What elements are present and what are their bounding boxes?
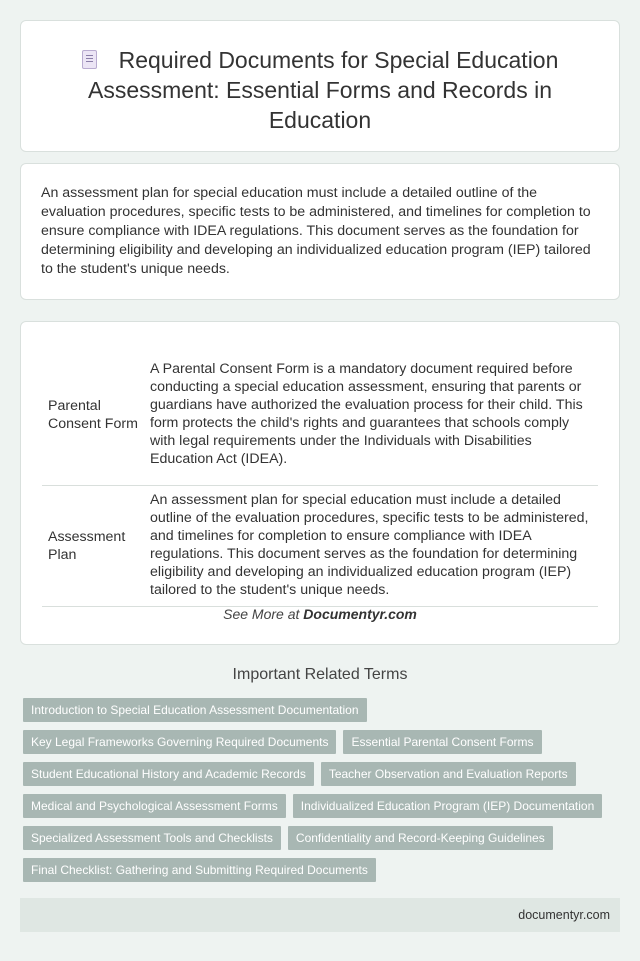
table-row [42, 346, 598, 485]
related-term-tag[interactable]: Essential Parental Consent Forms [343, 730, 541, 754]
tag-row [23, 858, 623, 882]
footer-site-link[interactable]: documentyr.com [518, 908, 610, 922]
title-card [20, 20, 620, 152]
related-term-tag[interactable]: Confidentiality and Record-Keeping Guidelines [288, 826, 553, 850]
related-terms-heading: Important Related Terms [232, 666, 408, 683]
related-term-tag[interactable]: Specialized Assessment Tools and Checklists [23, 826, 281, 850]
related-term-tag[interactable]: Introduction to Special Education Assessment Documentation [23, 698, 367, 722]
definitions-card [20, 321, 620, 645]
footer [20, 898, 620, 932]
term-cell: Parental Consent Form [42, 346, 144, 485]
tag-row [23, 762, 623, 786]
tag-row [23, 826, 623, 850]
related-term-tag[interactable]: Medical and Psychological Assessment Forms [23, 794, 286, 818]
see-more-site: Documentyr.com [303, 606, 417, 622]
page-title-text: Required Documents for Special Education Assessment: Essential Forms and Records in Education [87, 47, 559, 133]
tag-row [23, 730, 623, 754]
definition-cell: A Parental Consent Form is a mandatory document required before conducting a special education assessment, ensuring that parents or guardians have authorized the evaluation process for their child. This form protects the child's rights and guarantees that schools comply with legal requirements under the Individuals with Disabilities Education Act (IDEA). [144, 346, 598, 485]
related-terms-list [23, 698, 623, 890]
related-term-tag[interactable]: Final Checklist: Gathering and Submitting Required Documents [23, 858, 376, 882]
summary-text: An assessment plan for special education must include a detailed outline of the evaluation procedures, specific tests to be administered, and timelines for completion to ensure compliance with IDEA regulations. This document serves as the foundation for determining eligibility and developing an individualized education program (IEP) tailored to the student's unique needs. [41, 185, 591, 277]
definition-cell: An assessment plan for special education must include a detailed outline of the evaluation procedures, specific tests to be administered, and timelines for completion to ensure compliance with IDEA regulations. This document serves as the foundation for determining eligibility and developing an individualized education program (IEP) tailored to the student's unique needs. [144, 485, 598, 606]
page-title [51, 45, 589, 135]
related-term-tag[interactable]: Student Educational History and Academic Records [23, 762, 314, 786]
tag-row [23, 794, 623, 818]
tag-row [23, 698, 623, 722]
table-row [42, 485, 598, 606]
summary-card [20, 163, 620, 300]
related-term-tag[interactable]: Individualized Education Program (IEP) Documentation [293, 794, 602, 818]
related-term-tag[interactable]: Teacher Observation and Evaluation Reports [321, 762, 576, 786]
term-cell: Assessment Plan [42, 485, 144, 606]
document-icon [82, 50, 97, 69]
see-more-link[interactable] [21, 606, 619, 622]
see-more-prefix: See More at [223, 606, 304, 622]
related-term-tag[interactable]: Key Legal Frameworks Governing Required Documents [23, 730, 336, 754]
definitions-table [42, 346, 598, 607]
